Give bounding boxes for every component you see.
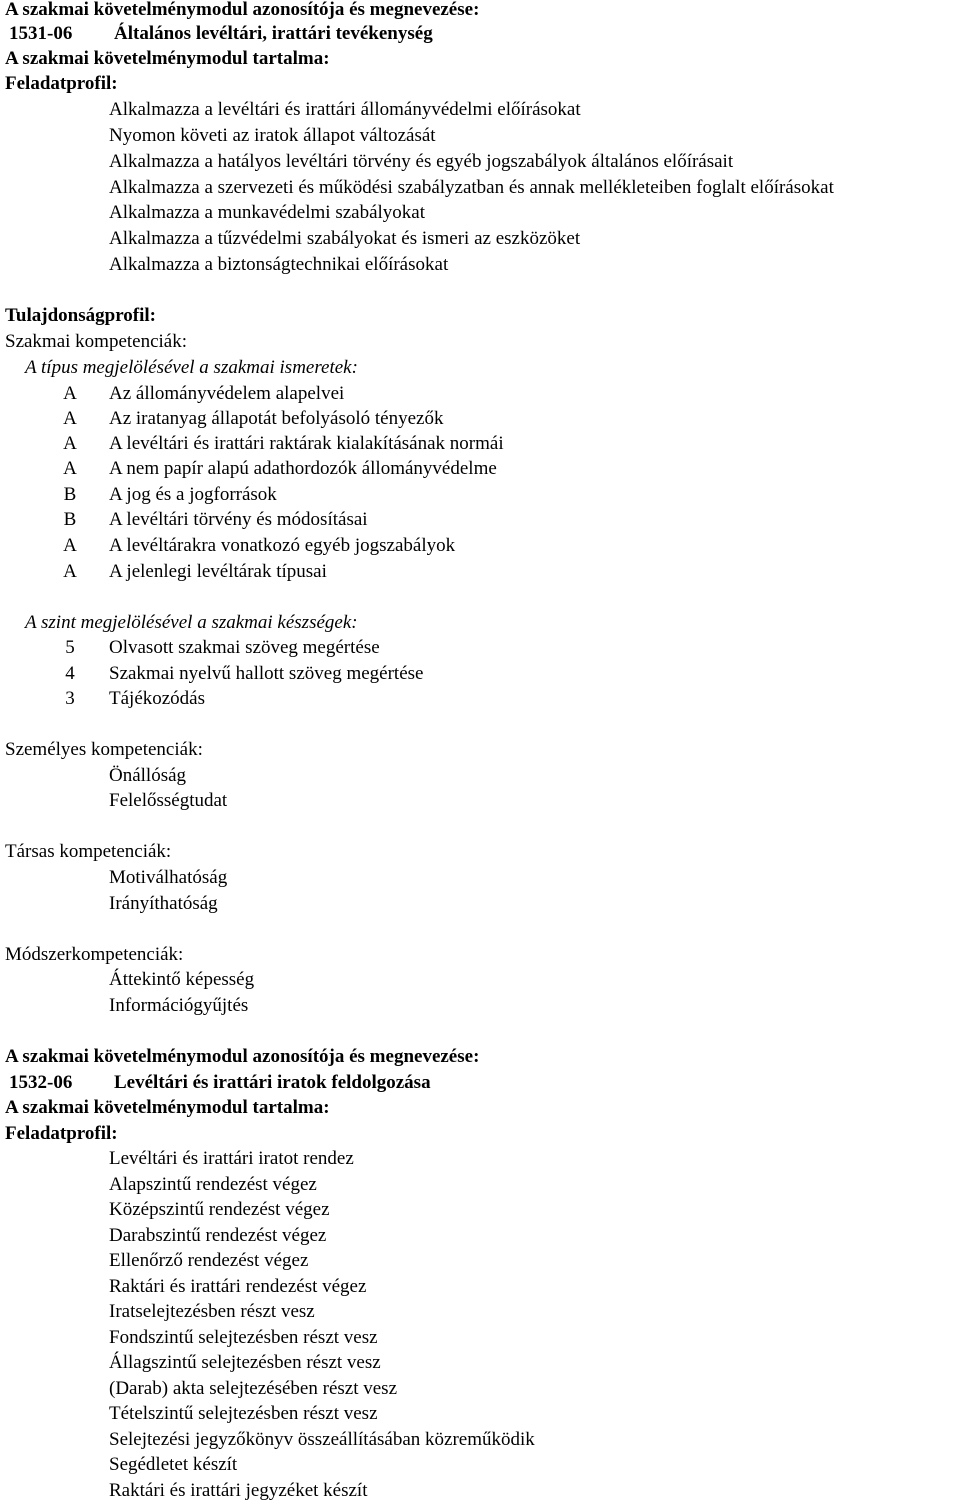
task-item: (Darab) akta selejtezésében részt vesz	[109, 1378, 397, 1399]
task-profile-heading: Feladatprofil:	[5, 73, 118, 94]
knowledge-row	[0, 483, 700, 506]
personal-competencies-heading: Személyes kompetenciák:	[5, 739, 203, 760]
knowledge-row	[0, 508, 700, 531]
skill-row	[0, 662, 700, 685]
knowledge-row	[0, 382, 700, 405]
task-item: Középszintű rendezést végez	[109, 1199, 330, 1220]
module-id-heading: A szakmai követelménymodul azonosítója és megnevezése:	[5, 1046, 480, 1067]
task-item: Selejtezési jegyzőkönyv összeállításában közreműködik	[109, 1429, 535, 1450]
property-profile-heading: Tulajdonságprofil:	[5, 305, 156, 326]
skill-level: 3	[65, 688, 75, 709]
task-item: Levéltári és irattári iratot rendez	[109, 1148, 354, 1169]
module-id-heading: A szakmai követelménymodul azonosítója és megnevezése:	[5, 0, 480, 20]
module-content-heading: A szakmai követelménymodul tartalma:	[5, 48, 330, 69]
knowledge-text: A levéltári törvény és módosításai	[109, 509, 368, 530]
personal-item: Önállóság	[109, 765, 187, 786]
method-item: Áttekintő képesség	[109, 969, 255, 990]
knowledge-text: A jelenlegi levéltárak típusai	[109, 561, 327, 582]
method-item: Információgyűjtés	[109, 995, 249, 1016]
knowledge-type: A	[63, 433, 77, 454]
task-item: Alapszintű rendezést végez	[109, 1174, 317, 1195]
knowledge-row	[0, 534, 700, 557]
knowledge-row	[0, 432, 700, 455]
skill-text: Szakmai nyelvű hallott szöveg megértése	[109, 663, 424, 684]
task-profile-heading: Feladatprofil:	[5, 1123, 118, 1144]
task-item: Alkalmazza a hatályos levéltári törvény és egyéb jogszabályok általános előírásait	[109, 151, 734, 172]
social-item: Motiválhatóság	[109, 867, 228, 888]
knowledge-type: B	[63, 484, 77, 505]
module-code: 1531-06	[9, 23, 73, 44]
module-code: 1532-06	[9, 1072, 73, 1093]
knowledge-type: A	[63, 408, 77, 429]
knowledge-text: Az iratanyag állapotát befolyásoló tényezők	[109, 408, 444, 429]
knowledge-text: A nem papír alapú adathordozók állományvédelme	[109, 458, 497, 479]
task-item: Állagszintű selejtezésben részt vesz	[109, 1352, 381, 1373]
task-item: Alkalmazza a szervezeti és működési szabályzatban és annak mellékleteiben foglalt előírásokat	[109, 177, 834, 198]
method-competencies-heading: Módszerkompetenciák:	[5, 944, 184, 965]
knowledge-row	[0, 457, 700, 480]
skill-level: 5	[65, 637, 75, 658]
knowledge-text: A levéltárakra vonatkozó egyéb jogszabályok	[109, 535, 456, 556]
module-name: Általános levéltári, irattári tevékenység	[114, 23, 433, 44]
module-code-title	[5, 1071, 431, 1094]
social-item: Irányíthatóság	[109, 893, 218, 914]
skill-text: Tájékozódás	[109, 688, 206, 709]
task-item: Iratselejtezésben részt vesz	[109, 1301, 315, 1322]
skill-row	[0, 636, 700, 659]
knowledge-text: A levéltári és irattári raktárak kialakításának normái	[109, 433, 504, 454]
task-item: Raktári és irattári rendezést végez	[109, 1276, 367, 1297]
task-item: Alkalmazza a munkavédelmi szabályokat	[109, 202, 426, 223]
module-name: Levéltári és irattári iratok feldolgozása	[114, 1072, 431, 1093]
task-item: Segédletet készít	[109, 1454, 238, 1475]
task-item: Alkalmazza a tűzvédelmi szabályokat és ismeri az eszközöket	[109, 228, 581, 249]
skills-heading: A szint megjelölésével a szakmai készségek:	[25, 612, 358, 633]
task-item: Nyomon követi az iratok állapot változását	[109, 125, 436, 146]
knowledge-text: Az állományvédelem alapelvei	[109, 383, 345, 404]
knowledge-row	[0, 407, 700, 430]
knowledge-type: A	[63, 383, 77, 404]
task-item: Alkalmazza a levéltári és irattári állományvédelmi előírásokat	[109, 99, 581, 120]
knowledge-type: A	[63, 561, 77, 582]
task-item: Fondszintű selejtezésben részt vesz	[109, 1327, 378, 1348]
knowledge-type: A	[63, 535, 77, 556]
skill-text: Olvasott szakmai szöveg megértése	[109, 637, 380, 658]
skill-row	[0, 687, 700, 710]
personal-item: Felelősségtudat	[109, 790, 228, 811]
social-competencies-heading: Társas kompetenciák:	[5, 841, 172, 862]
module-content-heading: A szakmai követelménymodul tartalma:	[5, 1097, 330, 1118]
task-item: Darabszintű rendezést végez	[109, 1225, 327, 1246]
task-item: Ellenőrző rendezést végez	[109, 1250, 309, 1271]
knowledge-heading: A típus megjelölésével a szakmai ismeretek:	[25, 357, 358, 378]
task-item: Raktári és irattári jegyzéket készít	[109, 1480, 368, 1501]
knowledge-type: B	[63, 509, 77, 530]
task-item: Alkalmazza a biztonságtechnikai előírásokat	[109, 254, 449, 275]
knowledge-row	[0, 560, 700, 583]
knowledge-type: A	[63, 458, 77, 479]
knowledge-text: A jog és a jogforrások	[109, 484, 277, 505]
professional-competencies-heading: Szakmai kompetenciák:	[5, 331, 188, 352]
module-code-title	[5, 22, 433, 45]
task-item: Tételszintű selejtezésben részt vesz	[109, 1403, 378, 1424]
skill-level: 4	[65, 663, 75, 684]
